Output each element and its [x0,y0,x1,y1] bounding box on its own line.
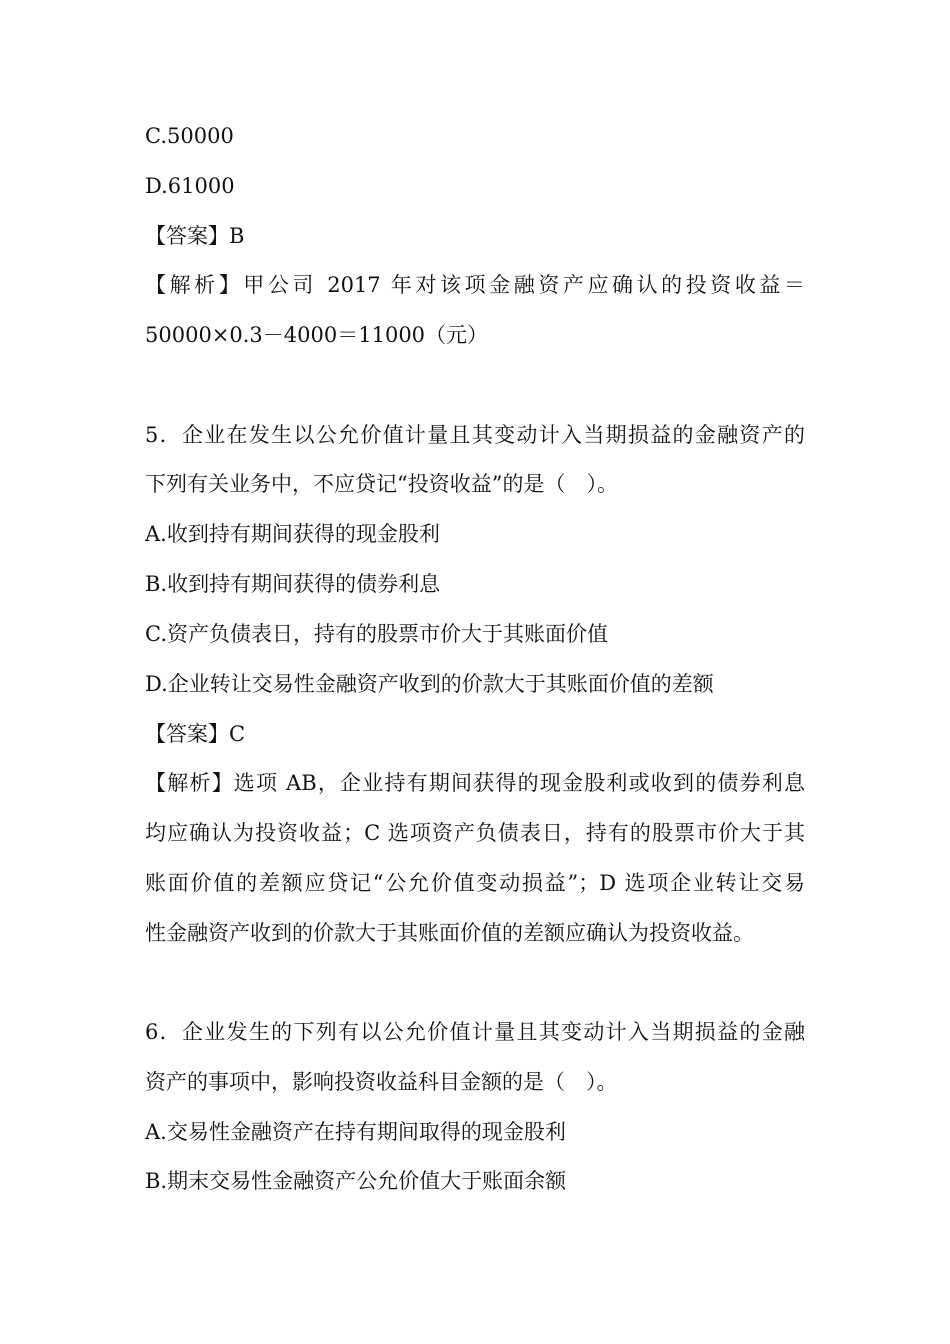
q4-answer: 【答案】B [145,224,245,248]
q5-option-b: B.收到持有期间获得的债券利息 [145,572,441,596]
q5-analysis-line-3: 账面价值的差额应贷记“公允价值变动损益”；D 选项企业转让交易 [145,871,805,895]
q5-option-d: D.企业转让交易性金融资产收到的价款大于其账面价值的差额 [145,672,714,696]
q6-option-a: A.交易性金融资产在持有期间取得的现金股利 [145,1120,566,1144]
q6-option-b: B.期末交易性金融资产公允价值大于账面余额 [145,1169,567,1193]
q6-stem-line-2: 资产的事项中，影响投资收益科目金额的是（ ）。 [145,1070,618,1094]
q4-analysis-line-2: 50000×0.3－4000＝11000（元） [145,323,489,347]
q5-analysis-line-1: 【解析】选项 AB，企业持有期间获得的现金股利或收到的债券利息 [145,771,805,795]
q5-analysis-line-4: 性金融资产收到的价款大于其账面价值的差额应确认为投资收益。 [145,921,754,945]
q5-analysis-line-2: 均应确认为投资收益；C 选项资产负债表日，持有的股票市价大于其 [145,821,805,845]
q5-answer: 【答案】C [145,722,246,746]
q5-stem-line-2: 下列有关业务中，不应贷记“投资收益”的是（ ）。 [145,472,618,496]
q4-analysis-line-1: 【解析】甲公司 2017 年对该项金融资产应确认的投资收益＝ [145,273,805,297]
q5-option-a: A.收到持有期间获得的现金股利 [145,522,440,546]
q4-option-c: C.50000 [145,124,234,148]
q5-option-c: C.资产负债表日，持有的股票市价大于其账面价值 [145,622,608,646]
q4-option-d: D.61000 [145,174,235,198]
q5-stem-line-1: 5．企业在发生以公允价值计量且其变动计入当期损益的金融资产的 [145,423,805,447]
q6-stem-line-1: 6．企业发生的下列有以公允价值计量且其变动计入当期损益的金融 [145,1020,805,1044]
